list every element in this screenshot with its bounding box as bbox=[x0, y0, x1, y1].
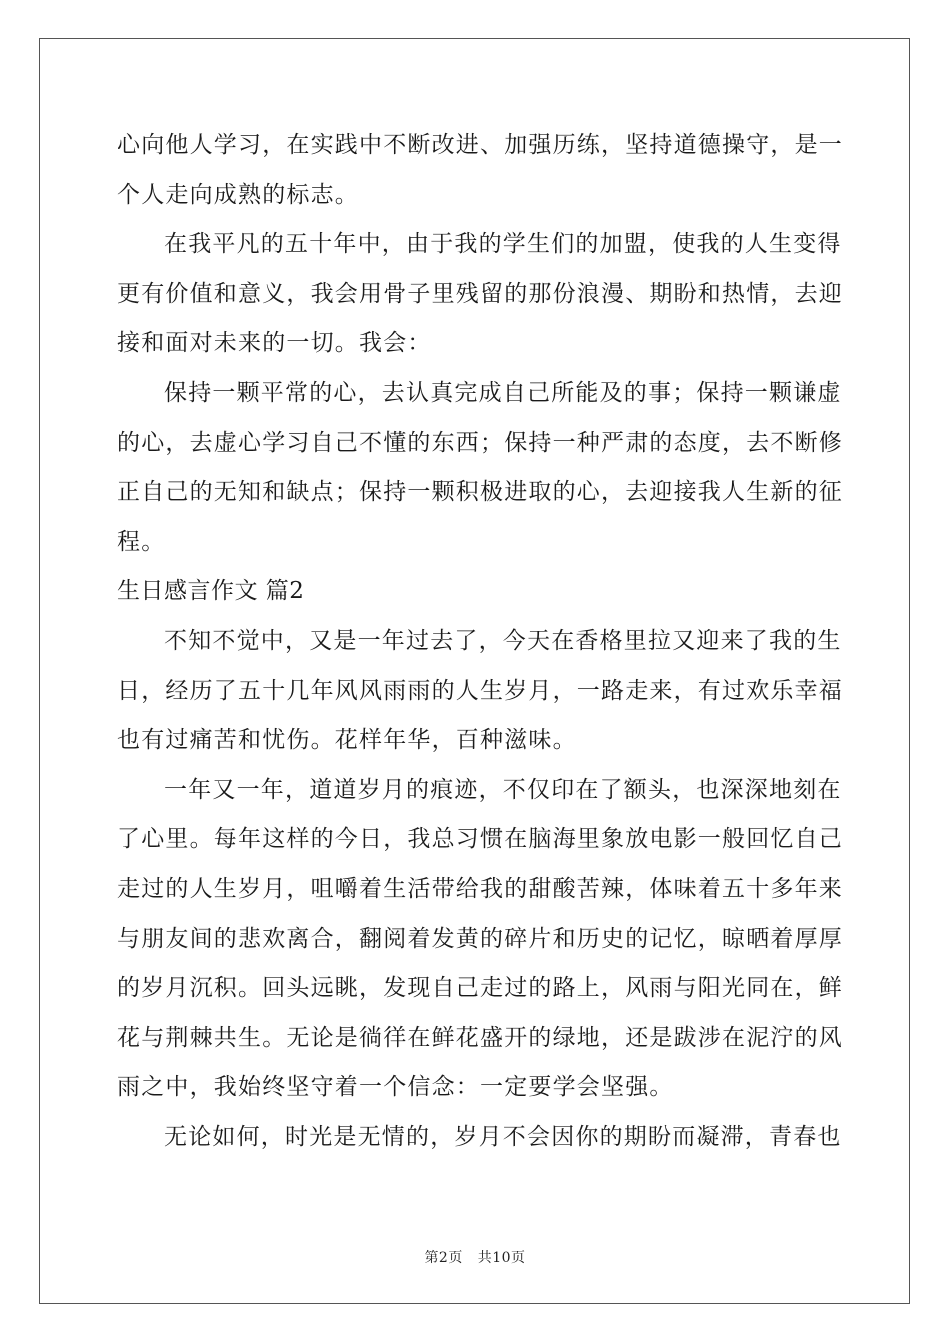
text-line: 个人走向成熟的标志。 bbox=[117, 181, 359, 208]
paragraph-start-line: 一年又一年，道道岁月的痕迹，不仅印在了额头，也深深地刻在 bbox=[164, 776, 842, 803]
text-line: 心向他人学习，在实践中不断改进、加强历练，坚持道德操守，是一 bbox=[117, 132, 843, 158]
text-line: 程。 bbox=[117, 528, 166, 555]
text-line: 雨之中，我始终坚守着一个信念：一定要学会坚强。 bbox=[117, 1074, 674, 1101]
text-line: 花与荆棘共生。无论是徜徉在鲜花盛开的绿地，还是跋涉在泥泞的风 bbox=[117, 1024, 843, 1051]
paragraph-start-line: 无论如何，时光是无情的，岁月不会因你的期盼而凝滞，青春也 bbox=[164, 1123, 842, 1150]
text-line: 日，经历了五十几年风风雨雨的人生岁月，一路走来，有过欢乐幸福 bbox=[117, 677, 843, 704]
text-line: 接和面对未来的一切。我会： bbox=[117, 330, 432, 357]
text-line: 与朋友间的悲欢离合，翻阅着发黄的碎片和历史的记忆，晾晒着厚厚 bbox=[117, 925, 843, 952]
text-line: 的心，去虚心学习自己不懂的东西；保持一种严肃的态度，去不断修 bbox=[117, 429, 843, 456]
text-line: 正自己的无知和缺点；保持一颗积极进取的心，去迎接我人生新的征 bbox=[117, 479, 843, 506]
page-footer bbox=[0, 1247, 950, 1267]
paragraph-start-line: 在我平凡的五十年中，由于我的学生们的加盟，使我的人生变得 bbox=[164, 231, 842, 258]
section-heading: 生日感言作文 篇2 bbox=[117, 578, 305, 605]
text-line: 了心里。每年这样的今日，我总习惯在脑海里象放电影一般回忆自己 bbox=[117, 826, 843, 853]
page-number: 第2页 bbox=[424, 1250, 463, 1266]
text-line: 走过的人生岁月，咀嚼着生活带给我的甜酸苦辣，体味着五十多年来 bbox=[117, 875, 843, 902]
document-body bbox=[117, 121, 843, 1162]
paragraph-start-line: 保持一颗平常的心，去认真完成自己所能及的事；保持一颗谦虚 bbox=[164, 379, 842, 406]
total-pages: 共10页 bbox=[477, 1250, 526, 1266]
text-line: 的岁月沉积。回头远眺，发现自己走过的路上，风雨与阳光同在，鲜 bbox=[117, 975, 843, 1002]
text-line: 也有过痛苦和忧伤。花样年华，百种滋味。 bbox=[117, 727, 577, 754]
paragraph-start-line: 不知不觉中，又是一年过去了，今天在香格里拉又迎来了我的生 bbox=[164, 627, 842, 654]
text-line: 更有价值和意义，我会用骨子里残留的那份浪漫、期盼和热情，去迎 bbox=[117, 280, 843, 307]
